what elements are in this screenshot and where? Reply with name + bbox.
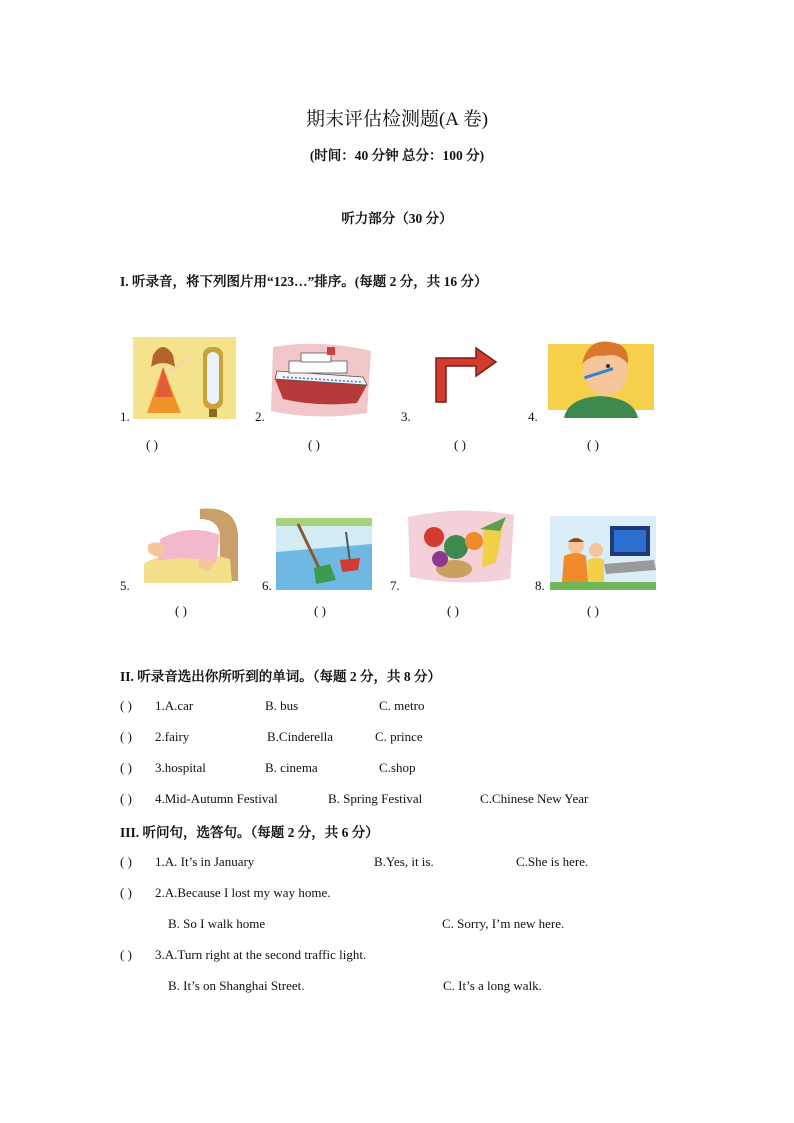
item-8-number: 8.: [535, 578, 545, 593]
item-1-answer: ( ): [146, 437, 158, 452]
item-2-answer: ( ): [308, 437, 320, 452]
s2-q4-option-b: B. Spring Festival: [328, 791, 423, 806]
s2-q3-option-c: C.shop: [379, 760, 416, 775]
s2-q3-option-a: 3.hospital: [155, 760, 206, 775]
s2-q4-option-a: 4.Mid-Autumn Festival: [155, 791, 278, 806]
item-5-answer: ( ): [175, 603, 187, 618]
boy-brushing-teeth-picture: [548, 334, 654, 418]
making-bed-picture: [140, 505, 240, 585]
s2-q4-option-c: C.Chinese New Year: [480, 791, 589, 806]
section-3-heading: III. 听问句，选答句。（每题 2 分，共 6 分）: [120, 825, 379, 840]
s2-q1-option-a: 1.A.car: [155, 698, 194, 713]
turn-right-arrow-picture: [430, 344, 500, 404]
vegetables-picture: [404, 507, 518, 585]
item-7-number: 7.: [390, 578, 400, 593]
princess-mirror-picture: [133, 337, 236, 419]
item-7-answer: ( ): [447, 603, 459, 618]
item-4-number: 4.: [528, 409, 538, 424]
s3-q3-answer: ( ): [120, 947, 132, 962]
item-6-answer: ( ): [314, 603, 326, 618]
section-2-heading: II. 听录音选出你所听到的单词。（每题 2 分，共 8 分）: [120, 669, 442, 684]
s2-q2-option-b: B.Cinderella: [267, 729, 334, 744]
s2-q3-answer: ( ): [120, 760, 132, 775]
s3-q1-option-b: B.Yes, it is.: [374, 854, 434, 869]
s2-q4-answer: ( ): [120, 791, 132, 806]
s3-q2-option-c: C. Sorry, I’m new here.: [442, 916, 565, 931]
cruise-ship-picture: [267, 341, 375, 419]
s3-q2-option-b: B. So I walk home: [168, 916, 266, 931]
s3-q1-answer: ( ): [120, 854, 132, 869]
s2-q1-option-b: B. bus: [265, 698, 299, 713]
sweeping-floor-picture: [276, 518, 372, 590]
s3-q2-answer: ( ): [120, 885, 132, 900]
kids-computer-picture: [550, 516, 656, 590]
item-2-number: 2.: [255, 409, 265, 424]
item-6-number: 6.: [262, 578, 272, 593]
s3-q3-option-c: C. It’s a long walk.: [443, 978, 542, 993]
s2-q2-answer: ( ): [120, 729, 132, 744]
s3-q3-option-a: 3.A.Turn right at the second traffic light.: [155, 947, 367, 962]
item-1-number: 1.: [120, 409, 130, 424]
item-3-number: 3.: [401, 409, 411, 424]
s3-q1-option-c: C.She is here.: [516, 854, 589, 869]
s3-q3-option-b: B. It’s on Shanghai Street.: [168, 978, 305, 993]
item-5-number: 5.: [120, 578, 130, 593]
exam-time-score: (时间：40 分钟 总分：100 分): [309, 148, 485, 163]
s2-q3-option-b: B. cinema: [265, 760, 318, 775]
s3-q1-option-a: 1.A. It’s in January: [155, 854, 255, 869]
section-1-heading: I. 听录音，将下列图片用“123…”排序。(每题 2 分，共 16 分）: [120, 274, 488, 289]
s2-q1-answer: ( ): [120, 698, 132, 713]
page-title: 期末评估检测题(A 卷): [305, 109, 489, 130]
s2-q2-option-a: 2.fairy: [155, 729, 190, 744]
s2-q2-option-c: C. prince: [375, 729, 423, 744]
s2-q1-option-c: C. metro: [379, 698, 425, 713]
item-3-answer: ( ): [454, 437, 466, 452]
item-8-answer: ( ): [587, 603, 599, 618]
s3-q2-option-a: 2.A.Because I lost my way home.: [155, 885, 331, 900]
listening-part-heading: 听力部分（30 分）: [341, 211, 453, 226]
item-4-answer: ( ): [587, 437, 599, 452]
